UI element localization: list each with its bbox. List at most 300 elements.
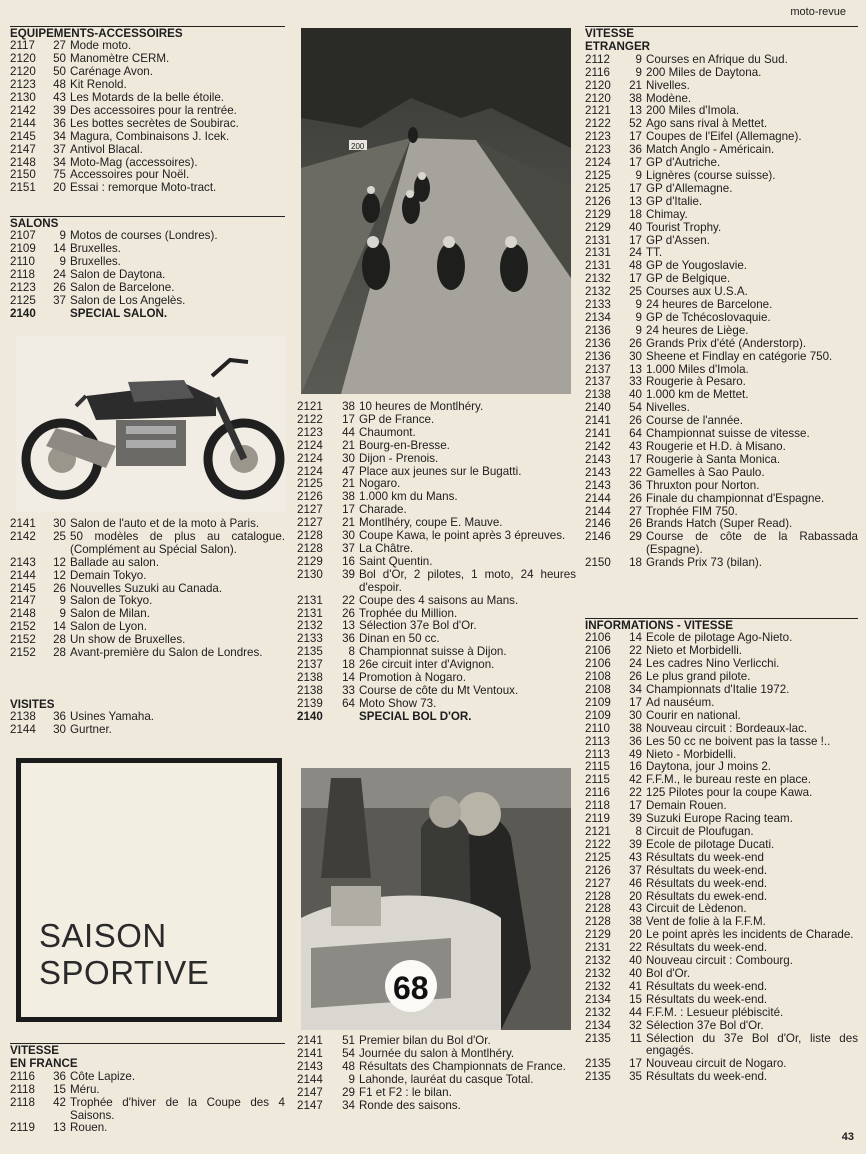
page-ref: 35 (629, 1070, 642, 1084)
page-ref: 17 (629, 181, 642, 195)
issue-number: 2110 (585, 721, 610, 735)
entry-title: Coupe des 4 saisons au Mans. (359, 593, 519, 607)
entry-title: Saint Quentin. (359, 554, 433, 568)
issue-number: 2118 (10, 1095, 35, 1109)
entry-row (585, 480, 858, 493)
section-salons-2 (10, 518, 285, 660)
issue-number: 2137 (585, 375, 611, 389)
entry-row (585, 183, 858, 196)
entry-title: GP d'Italie. (646, 194, 703, 208)
page-ref: 20 (53, 181, 66, 195)
entry-title: 1.000 km de Mettet. (646, 388, 749, 402)
page-ref: 39 (629, 837, 642, 851)
page-ref: 30 (342, 529, 355, 543)
entry-title: Moto Show 73. (359, 696, 437, 710)
page-ref: 34 (53, 155, 66, 169)
page-ref: 17 (629, 1057, 642, 1071)
issue-number: 2132 (585, 954, 611, 968)
page-ref: 17 (342, 412, 355, 426)
issue-number: 2143 (585, 452, 611, 466)
entry-list (10, 40, 285, 195)
entry-row (585, 467, 858, 480)
entry-row (585, 351, 858, 364)
page-ref: 37 (629, 863, 642, 877)
entry-row (585, 1020, 858, 1033)
section-vitesse-france (10, 1043, 285, 1135)
entry-row (585, 325, 858, 338)
section-subtitle: EN FRANCE (10, 1057, 78, 1071)
entry-list (10, 711, 285, 737)
page-ref: 14 (342, 671, 355, 685)
entry-title: Salon de Lyon. (70, 620, 147, 634)
entry-row (297, 569, 576, 595)
entry-row (10, 182, 285, 195)
entry-title: Magura, Combinaisons J. Icek. (70, 129, 230, 143)
page-ref: 52 (629, 117, 642, 131)
entry-title: Kit Renold. (70, 78, 127, 92)
entry-row (585, 684, 858, 697)
page-ref: 34 (342, 1098, 355, 1112)
entry-title: Sheene et Findlay en catégorie 750. (646, 349, 833, 363)
entry-row (10, 66, 285, 79)
entry-row (10, 557, 285, 570)
issue-number: 2130 (10, 91, 36, 105)
entry-title: Bruxelles. (70, 242, 121, 256)
issue-number: 2143 (10, 555, 36, 569)
entry-title: Résultats du week-end. (646, 992, 768, 1006)
entry-row (10, 243, 285, 256)
issue-number: 2141 (585, 414, 611, 428)
page-ref: 27 (629, 504, 642, 518)
issue-number: 2123 (10, 78, 36, 92)
issue-number: 2148 (10, 607, 36, 621)
issue-number: 2123 (585, 143, 611, 157)
entry-title: Résultats des Championnats de France. (359, 1059, 566, 1073)
entry-row (10, 295, 285, 308)
issue-number: 2115 (585, 773, 610, 787)
page-number: 43 (841, 1131, 854, 1144)
page-ref: 20 (629, 889, 642, 903)
issue-number: 2126 (585, 194, 611, 208)
entry-title: Nogaro. (359, 477, 401, 491)
page-ref: 26 (629, 491, 642, 505)
entry-row (585, 1033, 858, 1059)
page-ref: 39 (53, 103, 66, 117)
entry-title: Trophée FIM 750. (646, 504, 738, 518)
banner-line-1: SAISON (39, 917, 167, 954)
entry-title: Rougerie et H.D. à Misano. (646, 440, 786, 453)
entry-row (585, 209, 858, 222)
issue-number: 2127 (297, 516, 323, 530)
issue-number: 2138 (10, 710, 36, 724)
entry-title: Ecole de pilotage Ago-Nieto. (646, 631, 793, 645)
issue-number: 2108 (585, 683, 611, 697)
entry-title: Les Motards de la belle étoile. (70, 91, 225, 105)
entry-title: Bol d'Or. (646, 966, 691, 980)
entry-title: Courses aux U.S.A. (646, 285, 748, 299)
issue-number: 2141 (10, 517, 36, 530)
entry-row (585, 1071, 858, 1084)
issue-number: 2132 (297, 619, 323, 633)
banner-line-2: SPORTIVE (39, 954, 210, 991)
section-title: SALONS (10, 216, 285, 230)
issue-number: 2129 (585, 220, 611, 234)
entry-title: Avant-première du Salon de Londres. (70, 646, 263, 660)
entry-title: F.F.M. : Lesueur plébiscité. (646, 1005, 784, 1019)
entry-title: Championnats d'Italie 1972. (646, 683, 790, 697)
entry-list (10, 1071, 285, 1136)
page-ref: 14 (53, 242, 66, 256)
issue-number: 2112 (585, 52, 610, 66)
entry-title: Premier bilan du Bol d'Or. (359, 1034, 491, 1047)
entry-title: Championnat suisse de vitesse. (646, 427, 810, 441)
entry-title: 125 Pilotes pour la coupe Kawa. (646, 786, 813, 800)
issue-number: 2120 (585, 78, 611, 92)
page-ref: 17 (629, 233, 642, 247)
issue-number: 2141 (585, 427, 611, 441)
page-ref: 30 (629, 708, 642, 722)
issue-number: 2144 (10, 116, 36, 130)
page-ref: 9 (59, 255, 66, 269)
entry-title: Rougerie à Santa Monica. (646, 452, 781, 466)
entry-title: Les cadres Nino Verlicchi. (646, 657, 780, 671)
entry-title: Nouveau circuit : Combourg. (646, 954, 793, 968)
entry-title: Salon de Milan. (70, 607, 150, 621)
issue-number: 2138 (585, 388, 611, 402)
entry-row (585, 839, 858, 852)
issue-number: 2150 (585, 556, 611, 570)
page-ref: 9 (635, 323, 642, 337)
page-ref: 9 (635, 65, 642, 79)
issue-number: 2129 (585, 207, 611, 221)
entry-row (585, 299, 858, 312)
page-ref: 47 (342, 464, 355, 478)
entry-title: Chaumont. (359, 425, 416, 439)
issue-number: 2126 (585, 863, 611, 877)
issue-number: 2132 (585, 1005, 611, 1019)
entry-row (585, 557, 858, 570)
entry-row (297, 1087, 576, 1100)
entry-title: La Châtre. (359, 541, 414, 555)
page-ref: 48 (342, 1059, 355, 1073)
page-ref: 24 (629, 657, 642, 671)
entry-title: Montlhéry, coupe E. Mauve. (359, 516, 503, 530)
page-ref: 64 (629, 427, 642, 441)
issue-number: 2125 (10, 293, 36, 307)
entry-row (585, 878, 858, 891)
issue-number: 2127 (585, 876, 611, 890)
page-ref: 43 (629, 850, 642, 864)
entry-title: Accessoires pour Noël. (70, 168, 190, 182)
entry-title: Nouveau circuit de Nogaro. (646, 1057, 787, 1071)
entry-title: Circuit de Ploufugan. (646, 825, 754, 838)
issue-number: 2152 (10, 633, 36, 647)
entry-title: Moto-Mag (accessoires). (70, 155, 198, 169)
section-informations (585, 618, 858, 1084)
issue-number: 2131 (585, 233, 611, 247)
entry-row (585, 80, 858, 93)
entry-title: Course de côte du Mt Ventoux. (359, 683, 519, 697)
issue-number: 2138 (297, 683, 323, 697)
page-ref: 22 (342, 593, 355, 607)
entry-title: Nivelles. (646, 78, 690, 92)
page-ref: 9 (635, 168, 642, 182)
entry-row (10, 1122, 285, 1135)
entry-title: Suzuki Europe Racing team. (646, 812, 793, 826)
page-ref: 54 (629, 401, 642, 415)
issue-number: 2147 (10, 142, 36, 156)
entry-title: Carénage Avon. (70, 65, 153, 79)
issue-number: 2123 (10, 281, 36, 295)
issue-number: 2142 (585, 440, 611, 453)
issue-number: 2132 (585, 285, 611, 299)
entry-row (10, 724, 285, 737)
page-ref: 40 (629, 220, 642, 234)
entry-title: Trophée du Million. (359, 606, 458, 620)
issue-number: 2118 (585, 799, 610, 813)
issue-number: 2145 (10, 581, 36, 595)
issue-number: 2122 (585, 837, 611, 851)
page-ref: 9 (348, 1072, 355, 1086)
issue-number: 2132 (585, 272, 611, 286)
entry-title: Circuit de Lèdenon. (646, 902, 747, 916)
entry-row (585, 196, 858, 209)
issue-number: 2143 (297, 1059, 323, 1073)
issue-number: 2132 (585, 966, 611, 980)
entry-row (585, 736, 858, 749)
page-ref: 25 (629, 285, 642, 299)
issue-number: 2126 (297, 490, 323, 504)
page-ref: 24 (629, 246, 642, 260)
entry-title: Nivelles. (646, 401, 690, 415)
page-ref: 17 (629, 272, 642, 286)
issue-number: 2135 (585, 1070, 611, 1084)
entry-row (585, 441, 858, 454)
special-entry (10, 308, 285, 321)
entry-row (585, 54, 858, 67)
entry-title: Modène. (646, 91, 692, 105)
issue-number: 2133 (585, 298, 611, 312)
issue-number: 2143 (585, 478, 611, 492)
motorcycle-illustration (16, 336, 286, 512)
issue-number: 2137 (585, 362, 611, 376)
saison-sportive-banner (16, 758, 282, 1022)
entry-list (10, 230, 285, 307)
page-ref: 44 (629, 1005, 642, 1019)
entry-title: GP d'Autriche. (646, 156, 721, 170)
page-ref: 51 (342, 1034, 355, 1047)
issue-number: 2135 (585, 1031, 611, 1045)
issue-number: 2139 (297, 696, 323, 710)
issue-number: 2124 (297, 464, 323, 478)
entry-title: Essai : remorque Moto-tract. (70, 181, 217, 195)
entry-list (10, 518, 285, 660)
issue-number: 2144 (585, 504, 611, 518)
entry-title: Ballade au salon. (70, 555, 159, 569)
issue-number: 2136 (585, 336, 611, 350)
entry-row (297, 1048, 576, 1061)
entry-title: Demain Tokyo. (70, 568, 147, 582)
issue-number: 2138 (297, 671, 323, 685)
page-ref: 40 (629, 388, 642, 402)
issue-number: 2144 (585, 491, 611, 505)
entry-row (10, 570, 285, 583)
entry-title: SPECIAL BOL D'OR. (359, 709, 472, 723)
entry-title: Les bottes secrètes de Soubirac. (70, 116, 239, 130)
page-ref: 8 (635, 825, 642, 838)
entry-row (297, 401, 576, 414)
magazine-name: moto-revue (790, 6, 846, 18)
entry-row (585, 67, 858, 80)
issue-number: 2137 (297, 658, 323, 672)
issue-number: 2131 (297, 606, 323, 620)
issue-number: 2136 (585, 323, 611, 337)
issue-number: 2133 (297, 632, 323, 646)
entry-title: Salon de Daytona. (70, 268, 166, 282)
entry-row (297, 1035, 576, 1048)
page-ref: 30 (629, 349, 642, 363)
entry-title: 1.000 Miles d'Imola. (646, 362, 749, 376)
issue-number: 2113 (585, 734, 610, 748)
issue-number: 2129 (585, 928, 611, 942)
entry-row (585, 493, 858, 506)
entry-title: Lahonde, lauréat du casque Total. (359, 1072, 534, 1086)
entry-row (585, 222, 858, 235)
entry-title: GP d'Assen. (646, 233, 710, 247)
entry-row (297, 491, 576, 504)
page-ref: 21 (629, 78, 642, 92)
issue-number: 2123 (297, 425, 323, 439)
entry-list (297, 401, 576, 711)
page-ref: 36 (342, 632, 355, 646)
entry-title: Courses en Afrique du Sud. (646, 52, 788, 66)
entry-title: Résultats du week-end (646, 850, 764, 864)
page-ref: 17 (629, 695, 642, 709)
page-ref: 16 (342, 554, 355, 568)
race-road-photo (301, 28, 571, 394)
page-ref: 39 (342, 567, 355, 581)
entry-title: Lignères (course suisse). (646, 168, 776, 182)
entry-title: Sélection 37e Bol d'Or. (646, 1018, 764, 1032)
page-ref: 13 (629, 104, 642, 118)
page-ref: 50 (53, 52, 66, 66)
page-ref: 30 (53, 723, 66, 737)
page-ref: 22 (629, 941, 642, 955)
entry-title: 24 heures de Barcelone. (646, 298, 773, 312)
page-ref: 14 (629, 631, 642, 645)
page-ref: 13 (629, 194, 642, 208)
entry-title: Le point après les incidents de Charade. (646, 928, 854, 942)
page-ref: 21 (342, 477, 355, 491)
entry-title: Dijon - Prenois. (359, 451, 439, 465)
issue-number: 2116 (10, 1069, 35, 1083)
page-ref: 21 (342, 438, 355, 452)
entry-title: Trophée d'hiver de la Coupe des 4 Saisons. (70, 1095, 285, 1122)
issue-number: 2109 (10, 242, 36, 256)
page-ref: 27 (53, 39, 66, 53)
entry-row (10, 230, 285, 243)
entry-title: Résultats du ewek-end. (646, 889, 768, 903)
issue-number: 2140 (10, 306, 36, 320)
page-ref: 22 (629, 465, 642, 479)
entry-row (10, 1071, 285, 1084)
entry-title: Promotion à Nogaro. (359, 671, 466, 685)
entry-title: Mode moto. (70, 39, 132, 53)
entry-title: Un show de Bruxelles. (70, 633, 186, 647)
page-ref: 18 (629, 207, 642, 221)
page-ref: 75 (53, 168, 66, 182)
entry-row (10, 105, 285, 118)
entry-row (585, 697, 858, 710)
special-entry (297, 711, 576, 724)
entry-title: Salon de Barcelone. (70, 281, 175, 295)
issue-number: 2116 (585, 786, 610, 800)
entry-title: TT. (646, 246, 663, 260)
issue-number: 2106 (585, 631, 611, 645)
page-ref: 17 (629, 452, 642, 466)
issue-number: 2127 (297, 503, 323, 517)
issue-number: 2124 (585, 156, 611, 170)
page-ref: 36 (53, 116, 66, 130)
issue-number: 2134 (585, 1018, 611, 1032)
entry-row (10, 92, 285, 105)
entry-title: Finale du championnat d'Espagne. (646, 491, 825, 505)
entry-row (10, 1097, 285, 1123)
page-ref: 29 (629, 530, 642, 544)
issue-number: 2128 (585, 889, 611, 903)
section-title: VITESSE (10, 1043, 285, 1057)
entry-row (297, 685, 576, 698)
page-ref: 22 (629, 644, 642, 658)
race-number: 68 (393, 970, 429, 1006)
issue-number: 2152 (10, 620, 36, 634)
entry-row (585, 710, 858, 723)
page-ref: 12 (53, 555, 66, 569)
issue-number: 2108 (585, 670, 611, 684)
page-ref: 18 (342, 658, 355, 672)
section-salons (10, 216, 285, 321)
issue-number: 2110 (10, 255, 35, 269)
entry-title: GP de Yougoslavie. (646, 259, 747, 273)
entry-row (297, 440, 576, 453)
entry-row (10, 1084, 285, 1097)
page-ref: 49 (629, 747, 642, 761)
issue-number: 2140 (297, 709, 323, 723)
page-ref: 43 (53, 91, 66, 105)
issue-number: 2150 (10, 168, 36, 182)
page-ref: 43 (629, 440, 642, 453)
page-ref: 26 (53, 281, 66, 295)
section-subtitle: ETRANGER (585, 40, 651, 54)
page-ref: 15 (53, 1082, 66, 1096)
entry-title: 200 Miles de Daytona. (646, 65, 762, 79)
page-ref: 38 (629, 915, 642, 929)
entry-row (585, 981, 858, 994)
entry-row (297, 556, 576, 569)
entry-title: Gurtner. (70, 723, 112, 737)
entry-title: Match Anglo - Américain. (646, 143, 775, 157)
entry-title: Résultats du week-end. (646, 876, 768, 890)
page-ref: 8 (348, 645, 355, 659)
issue-number: 2135 (297, 645, 323, 659)
page-ref: 64 (342, 696, 355, 710)
entry-row (585, 144, 858, 157)
section-vitesse-france-end (297, 1035, 576, 1112)
page-ref: 38 (629, 721, 642, 735)
issue-number: 2128 (297, 529, 323, 543)
issue-number: 2118 (10, 1082, 35, 1096)
entry-row (585, 826, 858, 839)
